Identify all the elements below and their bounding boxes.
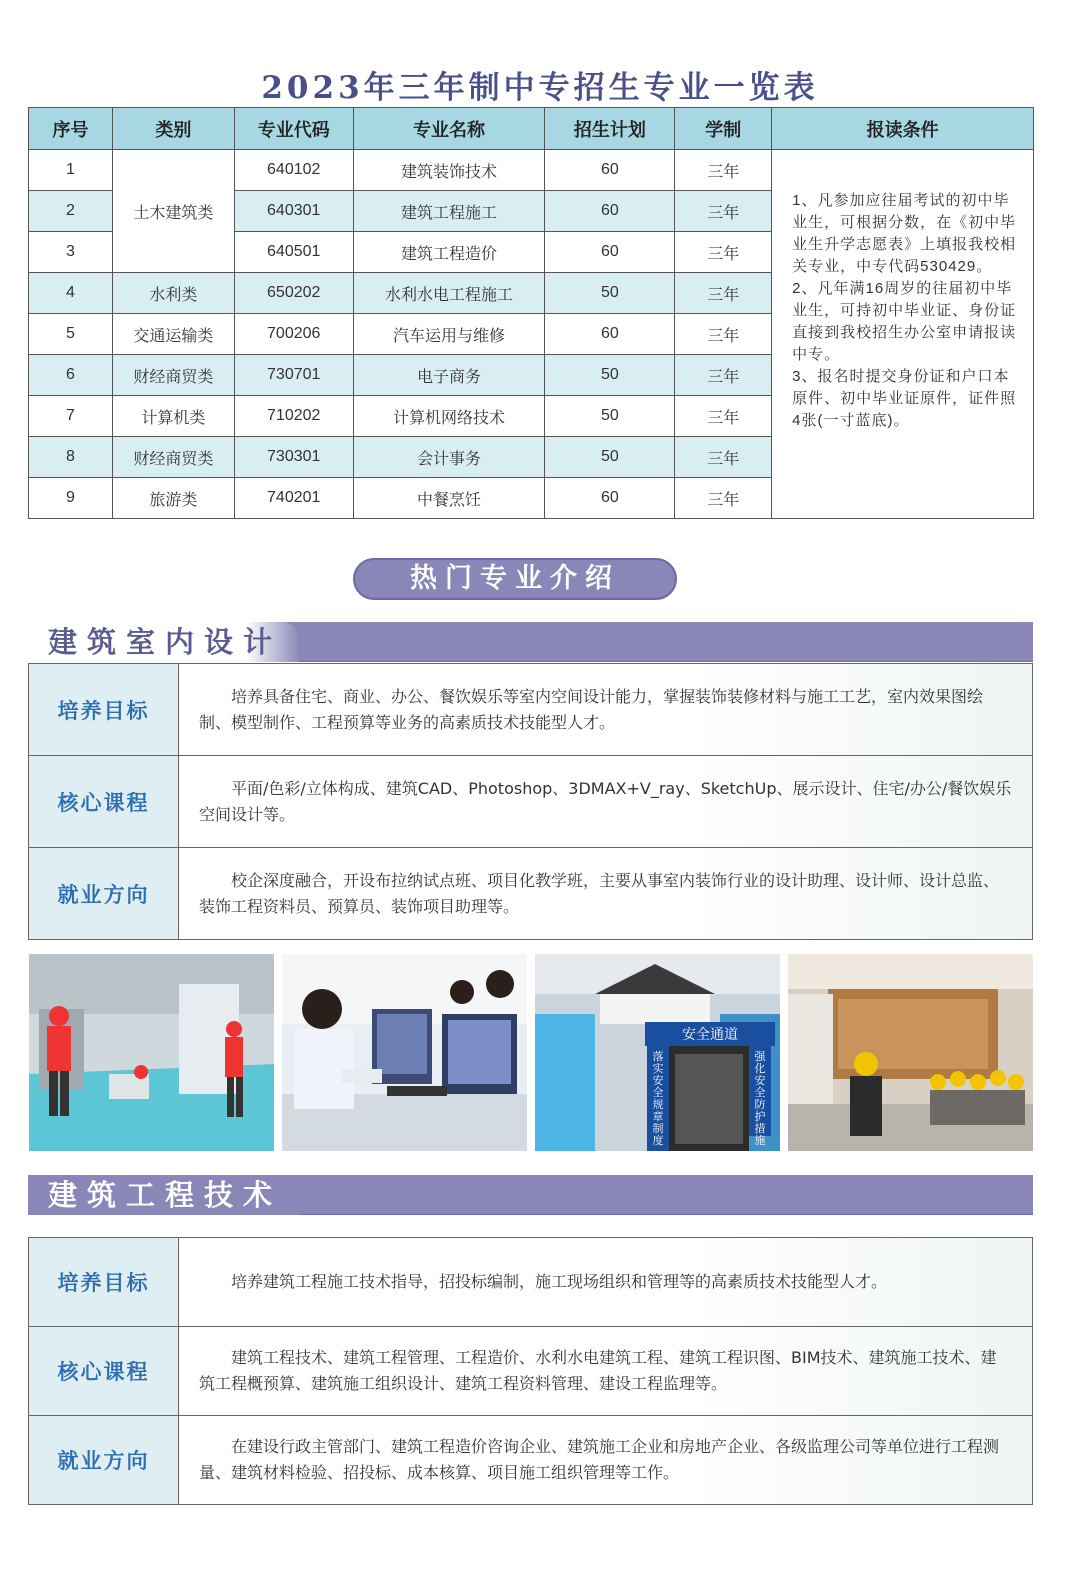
cell-years: 三年 <box>675 355 772 396</box>
info-table-construction-tech <box>28 1237 1033 1505</box>
safety-protection-sign-text: 强化安全防护措施 <box>754 1050 766 1147</box>
cell-code: 640301 <box>234 191 353 232</box>
cell-name: 建筑工程施工 <box>353 191 545 232</box>
section-title: 建筑室内设计 <box>28 622 300 662</box>
info-row <box>29 1238 1033 1327</box>
cell-no: 1 <box>29 150 113 191</box>
table-header-row <box>29 108 1034 150</box>
info-row <box>29 1416 1033 1505</box>
cell-no: 8 <box>29 437 113 478</box>
cell-name: 电子商务 <box>353 355 545 396</box>
cell-name: 中餐烹饪 <box>353 478 545 519</box>
info-text: 平面/色彩/立体构成、建筑CAD、Photoshop、3DMAX+V_ray、SketchUp、展示设计、住宅/办公/餐饮娱乐空间设计等。 <box>179 756 1033 848</box>
header-plan: 招生计划 <box>545 108 675 150</box>
cell-code: 730701 <box>234 355 353 396</box>
cell-name: 会计事务 <box>353 437 545 478</box>
photo-construction-workshop <box>29 954 274 1151</box>
header-category: 类别 <box>112 108 234 150</box>
info-label: 培养目标 <box>29 1238 179 1327</box>
cell-years: 三年 <box>675 191 772 232</box>
cell-plan: 50 <box>545 437 675 478</box>
cell-plan: 60 <box>545 478 675 519</box>
cell-plan: 60 <box>545 232 675 273</box>
cell-code: 730301 <box>234 437 353 478</box>
safety-rules-sign-text: 落实安全规章制度 <box>652 1050 664 1147</box>
condition-1: 1、凡参加应往届考试的初中毕业生，可根据分数，在《初中毕业生升学志愿表》上填报我校相关专业，中专代码530429。 <box>792 192 1017 275</box>
cell-name: 计算机网络技术 <box>353 396 545 437</box>
cell-code: 740201 <box>234 478 353 519</box>
cell-years: 三年 <box>675 437 772 478</box>
header-years: 学制 <box>675 108 772 150</box>
info-row <box>29 664 1033 756</box>
safety-passage-sign-text: 安全通道 <box>682 1027 738 1043</box>
cell-name: 建筑装饰技术 <box>353 150 545 191</box>
conditions-cell <box>772 150 1034 519</box>
header-code: 专业代码 <box>234 108 353 150</box>
cell-years: 三年 <box>675 396 772 437</box>
cell-category: 土木建筑类 <box>112 150 234 273</box>
cell-plan: 60 <box>545 314 675 355</box>
photo-strip <box>29 954 1033 1151</box>
cell-category: 水利类 <box>112 273 234 314</box>
cell-no: 3 <box>29 232 113 273</box>
cell-name: 汽车运用与维修 <box>353 314 545 355</box>
cell-code: 650202 <box>234 273 353 314</box>
photo-site-lecture <box>788 954 1033 1151</box>
cell-years: 三年 <box>675 478 772 519</box>
info-row <box>29 756 1033 848</box>
info-row <box>29 848 1033 940</box>
photo-computer-lab <box>282 954 527 1151</box>
info-row <box>29 1327 1033 1416</box>
cell-no: 9 <box>29 478 113 519</box>
header-no: 序号 <box>29 108 113 150</box>
section-title: 建筑工程技术 <box>28 1175 300 1215</box>
info-text: 校企深度融合，开设布拉纳试点班、项目化教学班，主要从事室内装饰行业的设计助理、设计师、设计总监、装饰工程资料员、预算员、装饰项目助理等。 <box>179 848 1033 940</box>
cell-category: 计算机类 <box>112 396 234 437</box>
info-text: 培养建筑工程施工技术指导，招投标编制，施工现场组织和管理等的高素质技术技能型人才。 <box>179 1238 1033 1327</box>
condition-3: 3、报名时提交身份证和户口本原件、初中毕业证原件，证件照4张(一寸蓝底)。 <box>792 368 1017 429</box>
info-label: 核心课程 <box>29 756 179 848</box>
cell-no: 5 <box>29 314 113 355</box>
info-label: 就业方向 <box>29 1416 179 1505</box>
page-title: 2023年三年制中专招生专业一览表 <box>261 70 819 106</box>
cell-plan: 60 <box>545 191 675 232</box>
cell-name: 水利水电工程施工 <box>353 273 545 314</box>
info-label: 培养目标 <box>29 664 179 756</box>
cell-no: 2 <box>29 191 113 232</box>
cell-code: 640102 <box>234 150 353 191</box>
info-table-interior-design <box>28 663 1033 940</box>
info-text: 建筑工程技术、建筑工程管理、工程造价、水利水电建筑工程、建筑工程识图、BIM技术、建筑施工技术、建筑工程概预算、建筑施工组织设计、建筑工程资料管理、建设工程监理等。 <box>179 1327 1033 1416</box>
cell-plan: 50 <box>545 396 675 437</box>
cell-no: 4 <box>29 273 113 314</box>
cell-years: 三年 <box>675 232 772 273</box>
header-conditions: 报读条件 <box>772 108 1034 150</box>
header-name: 专业名称 <box>353 108 545 150</box>
cell-plan: 50 <box>545 355 675 396</box>
cell-category: 财经商贸类 <box>112 355 234 396</box>
cell-no: 6 <box>29 355 113 396</box>
section-header-construction-tech <box>28 1175 1033 1215</box>
cell-years: 三年 <box>675 150 772 191</box>
cell-name: 建筑工程造价 <box>353 232 545 273</box>
cell-years: 三年 <box>675 273 772 314</box>
majors-table <box>28 107 1034 519</box>
info-text: 培养具备住宅、商业、办公、餐饮娱乐等室内空间设计能力，掌握装饰装修材料与施工工艺，室内效果图绘制、模型制作、工程预算等业务的高素质技术技能型人才。 <box>179 664 1033 756</box>
cell-plan: 50 <box>545 273 675 314</box>
info-label: 就业方向 <box>29 848 179 940</box>
cell-category: 旅游类 <box>112 478 234 519</box>
cell-plan: 60 <box>545 150 675 191</box>
photo-safety-passage <box>535 954 780 1151</box>
cell-years: 三年 <box>675 314 772 355</box>
cell-code: 710202 <box>234 396 353 437</box>
info-label: 核心课程 <box>29 1327 179 1416</box>
cell-category: 交通运输类 <box>112 314 234 355</box>
cell-code: 640501 <box>234 232 353 273</box>
cell-no: 7 <box>29 396 113 437</box>
table-row <box>29 150 1034 191</box>
cell-category: 财经商贸类 <box>112 437 234 478</box>
hot-majors-banner: 热门专业介绍 <box>353 558 677 600</box>
section-header-interior-design <box>28 622 1033 662</box>
condition-2: 2、凡年满16周岁的往届初中毕业生，可持初中毕业证、身份证直接到我校招生办公室申请报读中专。 <box>792 280 1017 363</box>
info-text: 在建设行政主管部门、建筑工程造价咨询企业、建筑施工企业和房地产企业、各级监理公司等单位进行工程测量、建筑材料检验、招投标、成本核算、项目施工组织管理等工作。 <box>179 1416 1033 1505</box>
cell-code: 700206 <box>234 314 353 355</box>
